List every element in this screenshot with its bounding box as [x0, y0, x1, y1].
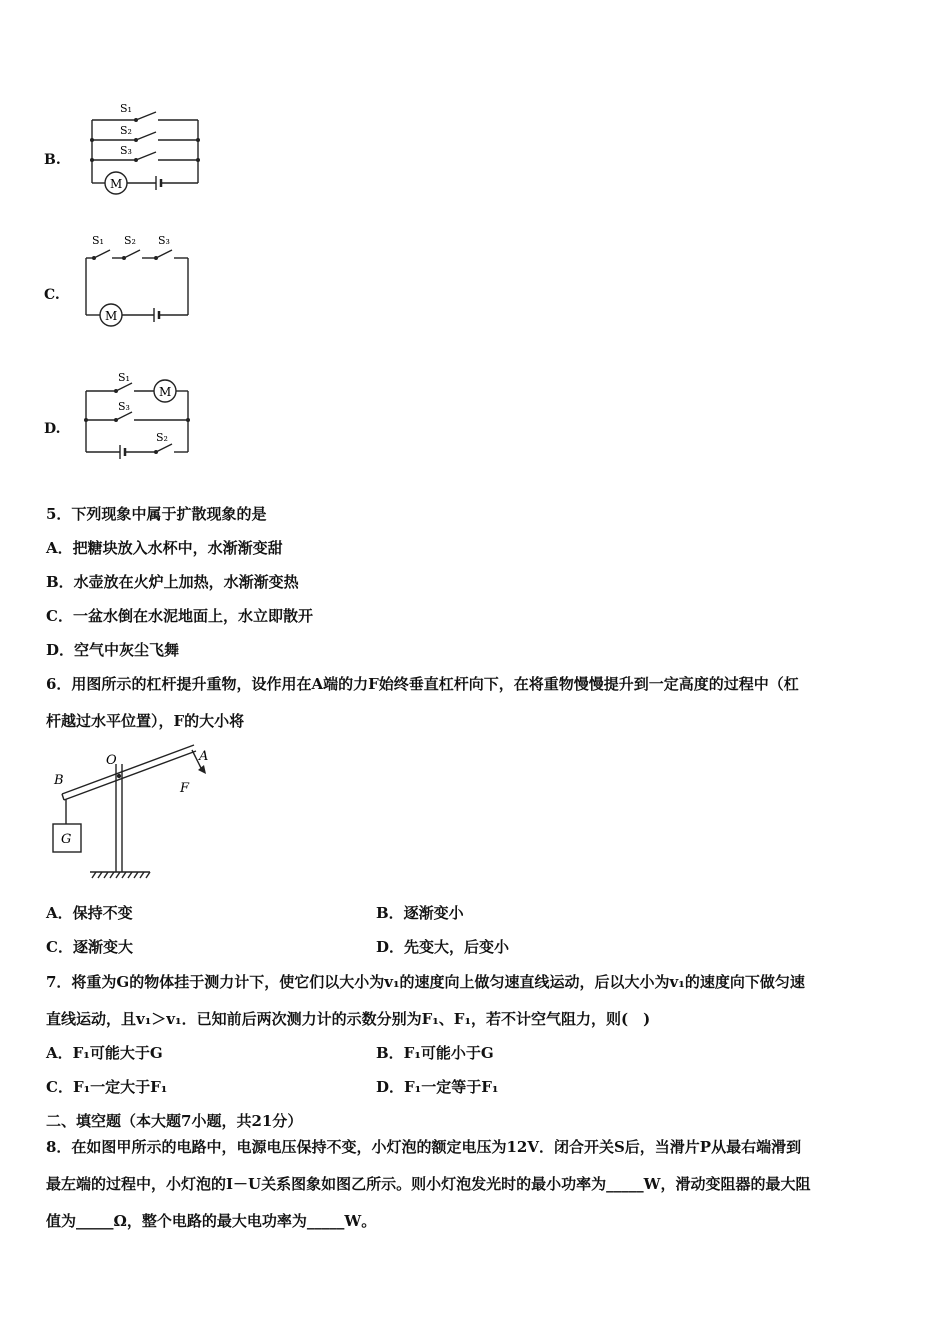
- q6-label-a: A: [199, 749, 209, 764]
- q6-label-b: B: [54, 773, 64, 788]
- q5-option-d: D．空气中灰尘飞舞: [46, 641, 180, 659]
- q4-c-s2-label: S₂: [124, 234, 136, 247]
- q4-option-c-letter: C.: [44, 287, 60, 303]
- q4-option-c-circuit: [80, 230, 200, 330]
- q5-stem: 5．下列现象中属于扩散现象的是: [46, 505, 267, 523]
- q4-c-s3-label: S₃: [158, 234, 170, 247]
- q4-option-b-circuit: [80, 100, 210, 195]
- q4-d-motor-label: M: [159, 385, 172, 399]
- q4-c-s1-label: S₁: [92, 234, 104, 247]
- q6-option-c: C．逐渐变大: [46, 938, 133, 956]
- q5-option-c: C．一盆水倒在水泥地面上，水立即散开: [46, 607, 313, 625]
- q7-option-b: B．F₁可能小于G: [376, 1044, 494, 1062]
- q4-d-s2-label: S₂: [156, 431, 168, 444]
- q6-stem-line1: 6．用图所示的杠杆提升重物，设作用在A端的力F始终垂直杠杆向下，在将重物慢慢提升到一定高度的过程中（杠: [46, 675, 799, 693]
- q4-b-motor-label: M: [110, 177, 123, 191]
- q7-option-a: A．F₁可能大于G: [46, 1044, 163, 1062]
- q7-stem-line1: 7．将重为G的物体挂于测力计下，使它们以大小为v₁的速度向上做匀速直线运动，后以大小为v₁的速度向下做匀速: [46, 973, 805, 991]
- q4-option-b-letter: B.: [44, 152, 61, 168]
- q6-option-b: B．逐渐变小: [376, 904, 464, 922]
- q7-stem-line2: 直线运动，且v₁＞v₁．已知前后两次测力计的示数分别为F₁、F₁，若不计空气阻力，则( ): [46, 1010, 651, 1028]
- q4-c-motor-label: M: [105, 309, 118, 323]
- section-title: 二、填空题（本大题7小题，共21分）: [46, 1112, 303, 1130]
- q4-option-d-circuit: [80, 365, 210, 465]
- q8-line3: 值为_____Ω，整个电路的最大电功率为_____W。: [46, 1212, 377, 1230]
- q6-option-d: D．先变大，后变小: [376, 938, 510, 956]
- q4-d-s3-label: S₃: [118, 400, 130, 413]
- q7-option-c: C．F₁一定大于F₁: [46, 1078, 168, 1096]
- q4-d-s1-label: S₁: [118, 371, 130, 384]
- q5-option-b: B．水壶放在火炉上加热，水渐渐变热: [46, 573, 299, 591]
- q5-option-a: A．把糖块放入水杯中，水渐渐变甜: [46, 539, 283, 557]
- q6-label-o: O: [106, 753, 117, 768]
- q6-label-g: G: [61, 832, 72, 847]
- q4-option-d-letter: D.: [44, 421, 61, 437]
- q6-label-f: F: [180, 781, 190, 796]
- q8-line1: 8．在如图甲所示的电路中，电源电压保持不变，小灯泡的额定电压为12V．闭合开关S后，当滑片P从最右端滑到: [46, 1138, 802, 1156]
- q4-b-s1-label: S₁: [120, 102, 132, 115]
- q6-stem-line2: 杆越过水平位置），F的大小将: [46, 712, 245, 730]
- q6-option-a: A．保持不变: [46, 904, 133, 922]
- q8-line2: 最左端的过程中，小灯泡的I－U关系图象如图乙所示。则小灯泡发光时的最小功率为_____W，滑动变阻器的最大阻: [46, 1175, 811, 1193]
- q4-b-s3-label: S₃: [120, 144, 132, 157]
- q6-lever-figure: [46, 742, 216, 882]
- q7-option-d: D．F₁一定等于F₁: [376, 1078, 499, 1096]
- q4-b-s2-label: S₂: [120, 124, 132, 137]
